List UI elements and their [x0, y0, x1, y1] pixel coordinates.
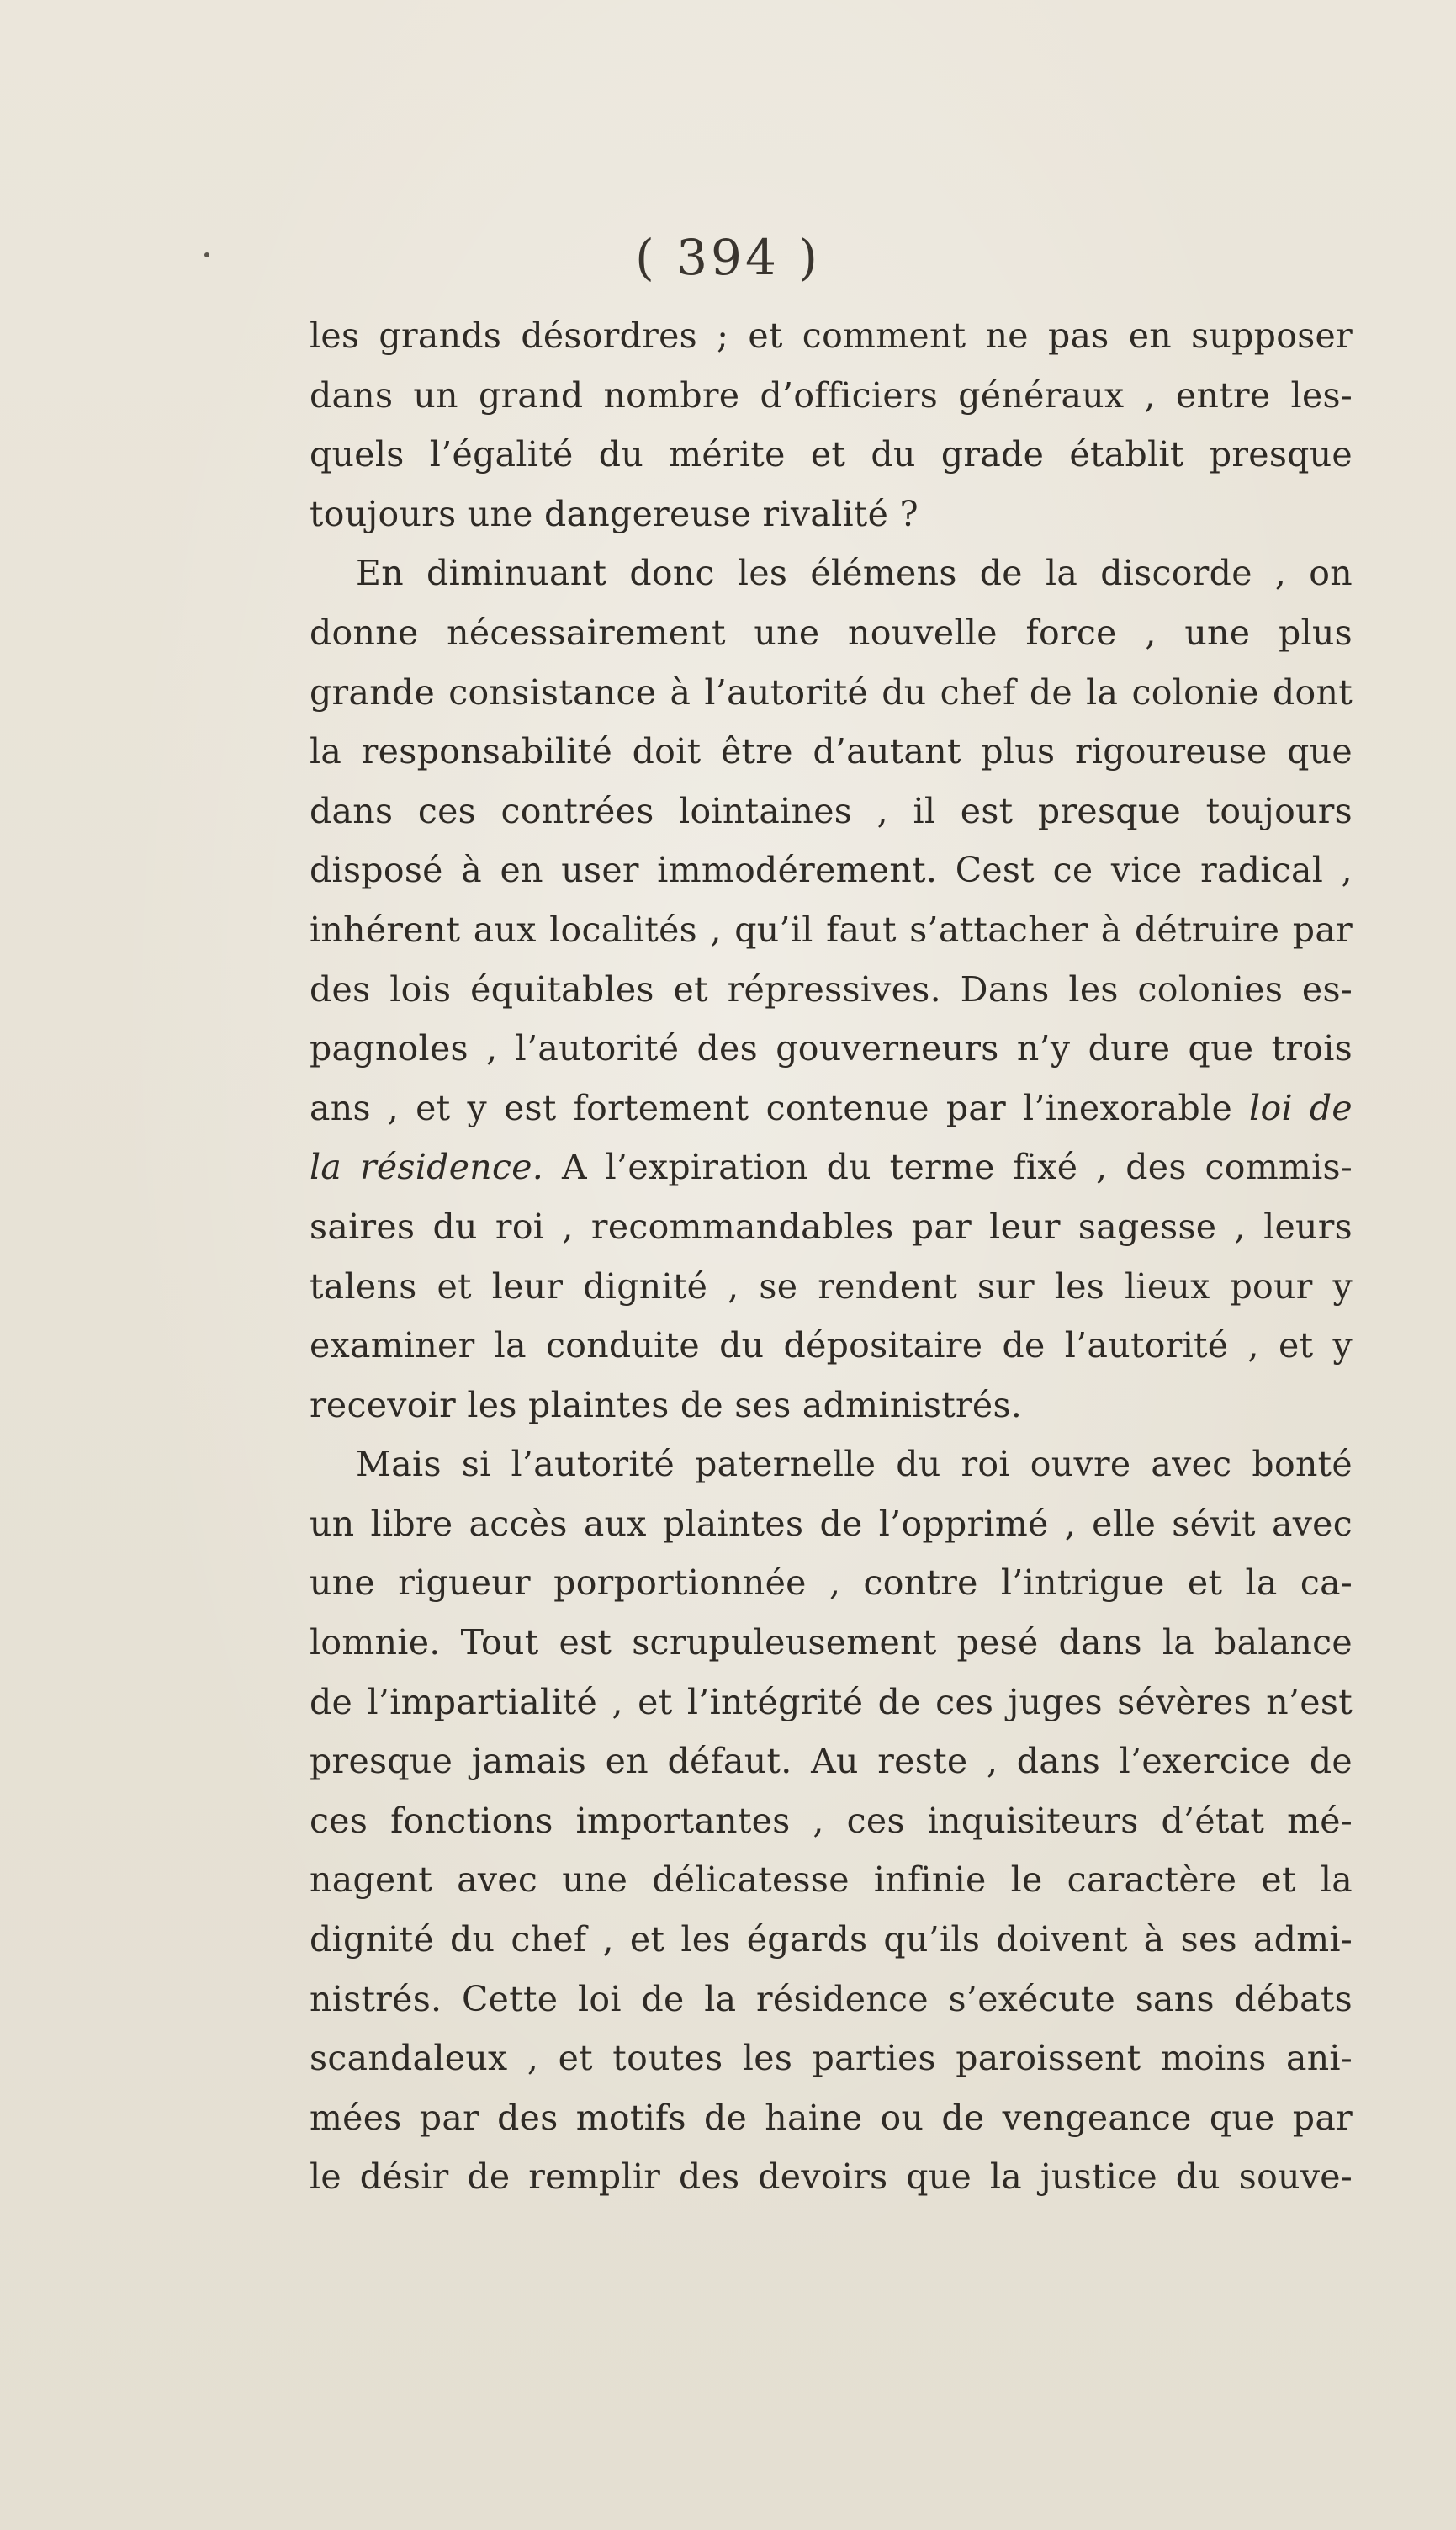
italic-term: la résidence.: [310, 1147, 544, 1188]
text-line: pagnoles , l’autorité des gouverneurs n’y dure que trois: [310, 1028, 1353, 1069]
text-line: dignité du chef , et les égards qu’ils doivent à ses admi-: [310, 1919, 1353, 1960]
text-line: nagent avec une délicatesse infinie le caractère et la: [310, 1859, 1353, 1901]
page-number: ( 394 ): [635, 229, 821, 286]
text-line: mées par des motifs de haine ou de vengeance que par: [310, 2097, 1353, 2138]
text-line: nistrés. Cette loi de la résidence s’exécute sans débats: [310, 1978, 1353, 2019]
text-line-with-italic: [310, 1079, 1353, 1138]
text-line: lomnie. Tout est scrupuleusement pesé dans la balance: [310, 1622, 1353, 1663]
paragraph-start-line: Mais si l’autorité paternelle du roi ouvre avec bonté: [356, 1444, 1353, 1485]
text-line: saires du roi , recommandables par leur sagesse , leurs: [310, 1206, 1353, 1247]
text-line: le désir de remplir des devoirs que la justice du souve-: [310, 2156, 1353, 2198]
text-line: dans un grand nombre d’officiers généraux , entre les-: [310, 374, 1353, 416]
paragraph-start-line: En diminuant donc les élémens de la discorde , on: [356, 553, 1353, 594]
text-line: talens et leur dignité , se rendent sur les lieux pour y: [310, 1265, 1353, 1307]
text-line: grande consistance à l’autorité du chef de la colonie dont: [310, 671, 1353, 713]
text-line: la responsabilité doit être d’autant plus rigoureuse que: [310, 731, 1353, 772]
text-run: ans , et y est fortement contenue par l’inexorable: [310, 1087, 1233, 1128]
text-line: un libre accès aux plaintes de l’opprimé , elle sévit avec: [310, 1503, 1353, 1544]
body-text: [310, 306, 1353, 2207]
text-run: A l’expiration du terme fixé , des commis-: [561, 1147, 1353, 1188]
text-line: les grands désordres ; et comment ne pas en supposer: [310, 316, 1353, 356]
text-line: examiner la conduite du dépositaire de l’autorité , et y: [310, 1325, 1353, 1366]
text-line: quels l’égalité du mérite et du grade établit presque: [310, 434, 1353, 475]
text-line: presque jamais en défaut. Au reste , dans l’exercice de: [310, 1741, 1353, 1782]
text-line: une rigueur porportionnée , contre l’intrigue et la ca-: [310, 1562, 1353, 1604]
text-line: disposé à en user immodérement. Cest ce vice radical ,: [310, 850, 1353, 891]
text-line: scandaleux , et toutes les parties paroissent moins ani-: [310, 2038, 1353, 2079]
text-line: donne nécessairement une nouvelle force , une plus: [310, 612, 1353, 653]
italic-term: loi de: [1249, 1087, 1353, 1128]
text-line: ces fonctions importantes , ces inquisiteurs d’état mé-: [310, 1800, 1353, 1841]
text-line: de l’impartialité , et l’intégrité de ces juges sévères n’est: [310, 1681, 1353, 1722]
text-line-with-italic: [310, 1138, 1353, 1197]
text-line: inhérent aux localités , qu’il faut s’attacher à détruire par: [310, 909, 1353, 950]
text-line: recevoir les plaintes de ses administrés.: [310, 1384, 1023, 1425]
text-line: des lois équitables et répressives. Dans les colonies es-: [310, 968, 1353, 1010]
text-line: dans ces contrées lointaines , il est presque toujours: [310, 790, 1353, 831]
text-line: toujours une dangereuse rivalité ?: [310, 493, 919, 534]
